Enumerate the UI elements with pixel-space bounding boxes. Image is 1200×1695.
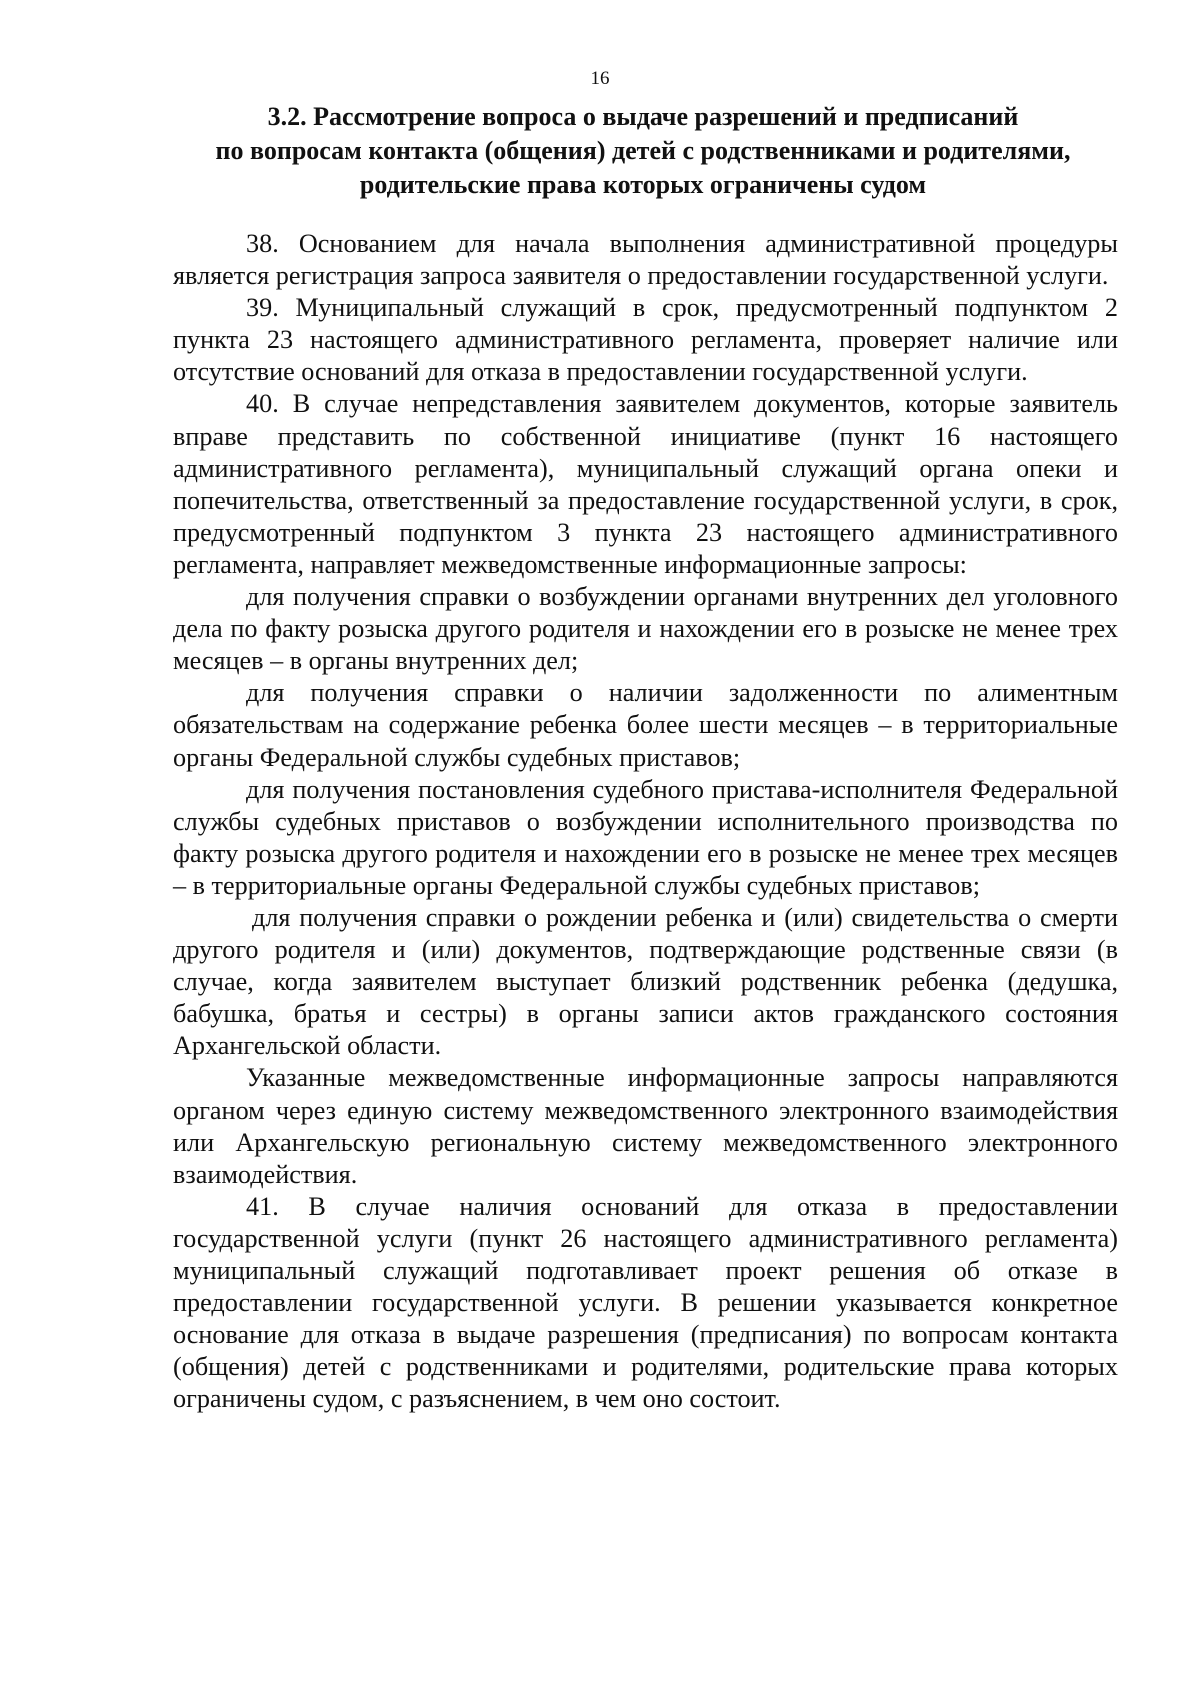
paragraph-request-bailiff: для получения постановления судебного пристава-исполнителя Федеральной службы судебных приставов о возбуждении исполнительного производства по факту розыска другого родителя и нахождении его в розыске не менее трех месяцев – в территориальные органы Федеральной службы судебных приставов; <box>173 774 1118 900</box>
section-heading-line-1: 3.2. Рассмотрение вопроса о выдаче разрешений и предписаний <box>267 102 1019 131</box>
section-heading <box>170 100 1116 202</box>
section-body <box>173 228 1118 1415</box>
section-heading-line-2: по вопросам контакта (общения) детей с родственниками и родителями, <box>215 136 1071 165</box>
paragraph-request-police: для получения справки о возбуждении органами внутренних дел уголовного дела по факту розыска другого родителя и нахождении его в розыске не менее трех месяцев – в органы внутренних дел; <box>173 582 1118 676</box>
page-number: 16 <box>590 68 610 89</box>
paragraph-40: 40. В случае непредставления заявителем документов, которые заявитель вправе представить по собственной инициативе (пункт 16 настоящего административного регламента), муниципальный служащий органа опеки и попечительства, ответственный за предоставление государственной услуги, в срок, предусмотренный подпунктом 3 пункта 23 настоящего административного регламента, направляет межведомственные информационные запросы: <box>173 389 1118 579</box>
paragraph-39: 39. Муниципальный служащий в срок, предусмотренный подпунктом 2 пункта 23 настоящего административного регламента, проверяет наличие или отсутствие оснований для отказа в предоставлении государственной услуги. <box>173 293 1118 387</box>
paragraph-41: 41. В случае наличия оснований для отказа в предоставлении государственной услуги (пункт 26 настоящего административного регламента) муниципальный служащий подготавливает проект решения об отказе в предоставлении государственной услуги. В решении указывается конкретное основание для отказа в выдаче разрешения (предписания) по вопросам контакта (общения) детей с родственниками и родителями, родительские права которых ограничены судом, с разъяснением, в чем оно состоит. <box>173 1191 1118 1414</box>
paragraph-38: 38. Основанием для начала выполнения административной процедуры является регистрация запроса заявителя о предоставлении государственной услуги. <box>173 229 1118 291</box>
paragraph-interagency-requests: Указанные межведомственные информационные запросы направляются органом через единую систему межведомственного электронного взаимодействия или Архангельскую региональную систему межведомственного электронного взаимодействия. <box>173 1063 1118 1189</box>
paragraph-request-registry: для получения справки о рождении ребенка и (или) свидетельства о смерти другого родителя и (или) документов, подтверждающие родственные связи (в случае, когда заявителем выступает близкий родственник ребенка (дедушка, бабушка, братья и сестры) в органы записи актов гражданского состояния Архангельской области. <box>173 902 1118 1061</box>
paragraph-request-alimony: для получения справки о наличии задолженности по алиментным обязательствам на содержание ребенка более шести месяцев – в территориальные органы Федеральной службы судебных приставов; <box>173 678 1118 772</box>
section-heading-line-3: родительские права которых ограничены судом <box>359 170 927 199</box>
